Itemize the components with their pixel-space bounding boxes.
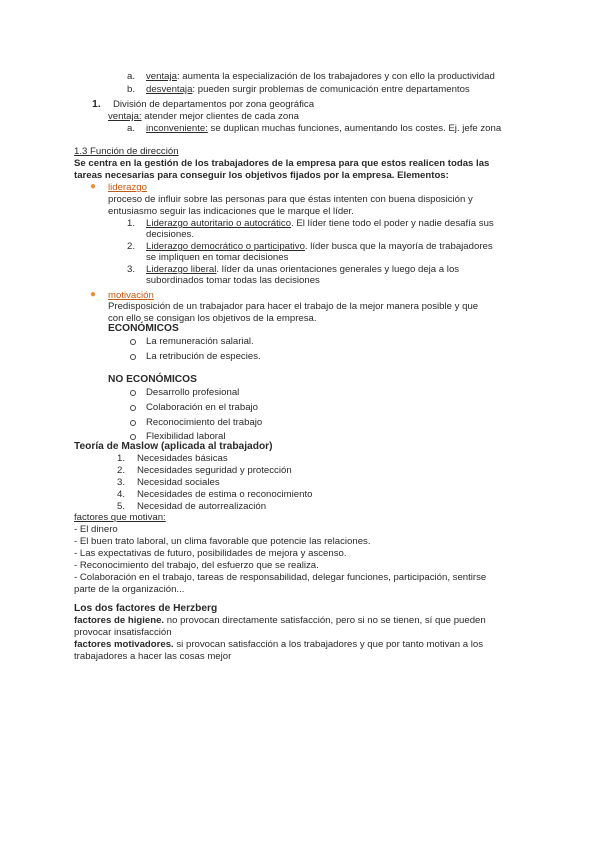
paragraph-line: - El dinero [74,524,118,535]
list-item [146,264,459,276]
list-marker: 1. [127,218,136,229]
list-item: Necesidad sociales [137,477,220,488]
circle-bullet-icon [130,354,136,360]
text: : aumenta la especialización de los trabajadores y con ello la productividad [176,71,495,82]
list-item [146,84,470,96]
paragraph-line: - El buen trato laboral, un clima favorable que potencie las relaciones. [74,536,371,547]
section-heading: factores que motivan: [74,512,166,523]
list-item: La remuneración salarial. [146,336,254,347]
list-item: Necesidad de autorrealización [137,501,267,512]
subheading-no-economicos: NO ECONÓMICOS [108,374,197,385]
circle-bullet-icon [130,420,136,426]
term: factores motivadores. [74,639,174,650]
circle-bullet-icon [130,339,136,345]
list-marker: 3. [127,264,136,275]
circle-bullet-icon [130,405,136,411]
list-marker: a. [127,123,136,134]
subheading-economicos: ECONÓMICOS [108,323,179,334]
paragraph-line: - Las expectativas de futuro, posibilidades de mejora y ascenso. [74,548,347,559]
list-marker: 4. [117,489,126,500]
paragraph-line: parte de la organización... [74,584,185,595]
list-item: Reconocimiento del trabajo [146,417,263,428]
list-item: Colaboración en el trabajo [146,402,259,413]
text: no provocan directamente satisfacción, pero si no se tienen, sí que pueden [164,615,486,626]
term: factores de higiene. [74,615,165,626]
bullet-icon: ● [90,289,97,300]
paragraph: tareas necesarias para conseguir los objetivos fijados por la empresa. Elementos: [74,170,449,181]
list-marker: 1. [92,98,101,110]
bullet-icon: ● [90,181,97,192]
paragraph: entusiasmo seguir las indicaciones que le marque el líder. [108,206,354,217]
paragraph: con ello se consigan los objetivos de la empresa. [108,313,317,324]
list-item: Necesidades seguridad y protección [137,465,292,476]
list-item: La retribución de especies. [146,351,261,362]
list-item: Desarrollo profesional [146,387,240,398]
term: ventaja [146,71,177,82]
list-item: Necesidades básicas [137,453,228,464]
circle-bullet-icon [130,390,136,396]
list-marker: b. [127,84,136,95]
paragraph: proceso de influir sobre las personas para que éstas intenten con buena disposición y [108,194,473,205]
term: ventaja: [108,111,142,122]
paragraph: Predisposición de un trabajador para hacer el trabajo de la mejor manera posible y que [108,301,479,312]
text: se duplican muchas funciones, aumentando los costes. Ej. jefe zona [207,123,502,134]
list-item [146,241,493,253]
circle-bullet-icon [130,434,136,440]
list-item [146,123,501,135]
list-item-continuation: decisiones. [146,229,194,240]
list-item: Flexibilidad laboral [146,431,226,442]
list-marker: 2. [127,241,136,252]
text: : pueden surgir problemas de comunicación entre departamentos [192,84,470,95]
paragraph-line: trabajadores a hacer las cosas mejor [74,651,232,662]
list-item [146,218,494,230]
section-title: División de departamentos por zona geográfica [113,99,315,110]
section-heading: Los dos factores de Herzberg [74,603,218,614]
list-item-continuation: se impliquen en tomar decisiones [146,252,289,263]
text: . El líder tiene todo el poder y nadie desafía sus [291,218,494,229]
paragraph: Se centra en la gestión de los trabajadores de la empresa para que estos realicen todas las [74,158,490,169]
section-heading: 1.3 Función de dirección [74,146,179,157]
topic-title: liderazgo [108,182,147,193]
list-marker: 1. [117,453,126,464]
term: Liderazgo autoritario o autocrático [146,218,292,229]
list-item-continuation: subordinados tomar todas las decisiones [146,275,320,286]
paragraph-line: - Reconocimiento del trabajo, del esfuerzo que se realiza. [74,560,319,571]
text: si provocan satisfacción a los trabajadores y que por tanto motivan a los [173,639,484,650]
list-marker: a. [127,71,136,82]
list-marker: 2. [117,465,126,476]
text: . líder busca que la mayoría de trabajadores [304,241,493,252]
term: Liderazgo liberal [146,264,217,275]
paragraph [74,639,483,651]
paragraph-line: provocar insatisfacción [74,627,172,638]
paragraph [108,111,299,123]
list-marker: 3. [117,477,126,488]
paragraph [74,615,486,627]
paragraph-line: - Colaboración en el trabajo, tareas de responsabilidad, delegar funciones, participación, sentirse [74,572,487,583]
text: atender mejor clientes de cada zona [141,111,299,122]
list-item: Necesidades de estima o reconocimiento [137,489,313,500]
list-marker: 5. [117,501,126,512]
term: Liderazgo democrático o participativo [146,241,305,252]
topic-title: motivación [108,290,154,301]
list-item [146,71,495,83]
section-heading: Teoría de Maslow (aplicada al trabajador) [74,441,273,452]
term: desventaja [146,84,193,95]
text: . líder da unas orientaciones generales y luego deja a los [216,264,460,275]
term: inconveniente: [146,123,208,134]
